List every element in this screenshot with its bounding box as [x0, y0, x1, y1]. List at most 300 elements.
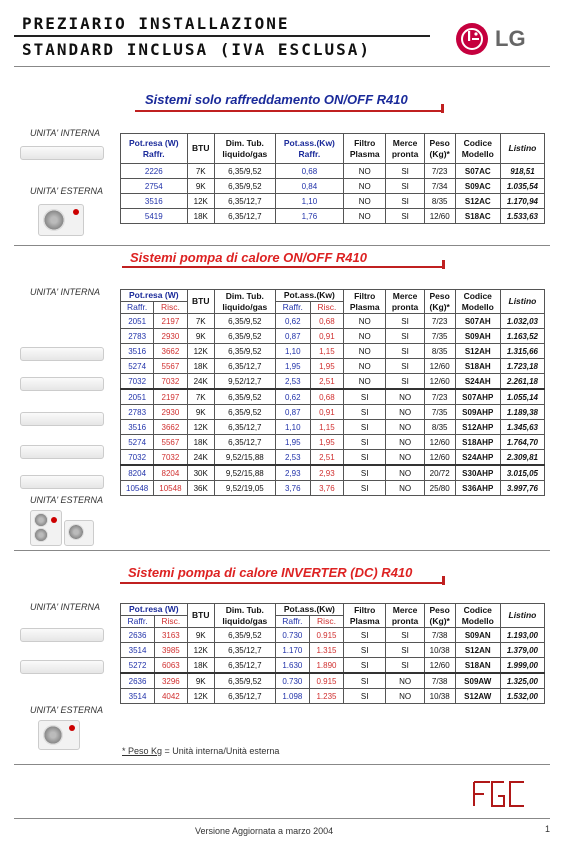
table-cell: 2,53: [275, 450, 310, 466]
outdoor-unit-image: [30, 510, 62, 546]
fgc-logo: [470, 778, 530, 810]
table-cell: 1.630: [275, 658, 309, 674]
table-cell: 1.890: [309, 658, 343, 674]
section1-label-interna: UNITA' INTERNA: [30, 128, 101, 138]
table-cell: 2,93: [275, 465, 310, 481]
table-row: [121, 164, 545, 179]
table-cell: 1.235: [309, 689, 343, 704]
th-peso: Peso (Kg)*: [424, 290, 455, 314]
section2-label-esterna: UNITA' ESTERNA: [30, 495, 104, 505]
table-cell: SI: [344, 389, 386, 405]
section1-label-esterna: UNITA' ESTERNA: [30, 186, 104, 196]
table-cell: 9K: [187, 179, 214, 194]
table-cell: 12K: [187, 344, 214, 359]
table-cell: NO: [344, 374, 386, 390]
section1-title: Sistemi solo raffreddamento ON/OFF R410: [145, 92, 408, 107]
table-cell: 7/23: [424, 164, 455, 179]
indoor-unit-image: [20, 347, 104, 361]
table-cell: 10/38: [424, 689, 455, 704]
table-cell: 1.055,14: [500, 389, 544, 405]
table-cell: 8/35: [424, 194, 455, 209]
th-raffr: Raffr.: [121, 302, 154, 314]
outdoor-unit-image: [38, 720, 80, 750]
table-cell: 18K: [187, 209, 214, 224]
section2-title: Sistemi pompa di calore ON/OFF R410: [130, 250, 367, 265]
table-cell: 6,35/9,52: [214, 329, 275, 344]
table-row: [121, 465, 545, 481]
table-cell: 9,52/15,88: [214, 465, 275, 481]
table-cell: 7032: [154, 374, 187, 390]
table-cell: 1.999,00: [500, 658, 544, 674]
table-cell: 7K: [187, 314, 214, 329]
table-cell: 0.730: [275, 673, 309, 689]
table-cell: 12/60: [424, 435, 455, 450]
table-cell: SI: [344, 628, 386, 643]
footer-rule: [14, 818, 550, 819]
table-cell: 8/35: [424, 344, 455, 359]
table-cell: NO: [344, 329, 386, 344]
table-row: [121, 374, 545, 390]
th-potresa: Pot.resa (W) Raffr.: [121, 134, 188, 164]
table-cell: S07AH: [455, 314, 500, 329]
section3-title: Sistemi pompa di calore INVERTER (DC) R410: [128, 565, 413, 580]
table-cell: S18AC: [455, 209, 500, 224]
table-cell: 1.379,00: [500, 643, 544, 658]
table-row: [121, 628, 545, 643]
table-row: [121, 450, 545, 466]
table-cell: 2,93: [310, 465, 343, 481]
table-cell: 36K: [187, 481, 214, 496]
table-cell: 18K: [187, 435, 214, 450]
th-btu: BTU: [187, 290, 214, 314]
table-cell: 0.915: [309, 673, 343, 689]
table-cell: 1.764,70: [500, 435, 544, 450]
table-row: [121, 344, 545, 359]
table-cell: NO: [344, 359, 386, 374]
table-cell: 0,91: [310, 405, 343, 420]
table-cell: 1.315,66: [500, 344, 544, 359]
table-cell: 7032: [121, 450, 154, 466]
table-cell: 1.723,18: [500, 359, 544, 374]
th-raffr: Raffr.: [275, 302, 310, 314]
table-cell: 4042: [155, 689, 187, 704]
table-cell: 9K: [187, 329, 214, 344]
table-cell: 6,35/12,7: [214, 420, 275, 435]
table-cell: S30AHP: [455, 465, 500, 481]
indoor-unit-image: [20, 475, 104, 489]
table-cell: 0,68: [310, 389, 343, 405]
table-cell: 1,10: [275, 194, 343, 209]
outdoor-unit-image: [38, 204, 84, 236]
table-cell: 1.532,00: [500, 689, 544, 704]
table-cell: SI: [386, 329, 424, 344]
th-potass: Pot.ass.(Kw): [275, 290, 343, 302]
section1-underline: [135, 110, 441, 112]
table-cell: S36AHP: [455, 481, 500, 496]
table-row: [121, 194, 545, 209]
table-cell: 7/35: [424, 405, 455, 420]
th-potass: Pot.ass.(Kw): [275, 604, 343, 616]
table-cell: 7/23: [424, 389, 455, 405]
table-cell: 918,51: [500, 164, 544, 179]
table-row: [121, 329, 545, 344]
table-cell: 1,95: [275, 359, 310, 374]
table-cell: S18AH: [455, 359, 500, 374]
table-cell: S12AH: [455, 344, 500, 359]
table-cell: 1.325,00: [500, 673, 544, 689]
th-merce: Merce pronta: [386, 290, 424, 314]
table-cell: 8/35: [424, 420, 455, 435]
table-cell: SI: [344, 658, 386, 674]
table-cell: 5567: [154, 359, 187, 374]
section2-bottom-rule: [14, 550, 550, 551]
table-cell: 5272: [121, 658, 155, 674]
table-cell: 3,76: [275, 481, 310, 496]
table-cell: NO: [386, 465, 424, 481]
table-cell: 6,35/9,52: [214, 314, 275, 329]
table-cell: 9,52/12,7: [214, 374, 275, 390]
table-cell: 9,52/15,88: [214, 450, 275, 466]
table-cell: SI: [344, 481, 386, 496]
section3-label-interna: UNITA' INTERNA: [30, 602, 101, 612]
table-cell: 0,87: [275, 405, 310, 420]
table-cell: 24K: [187, 450, 214, 466]
table-cell: 2,51: [310, 374, 343, 390]
th-merce: Merce pronta: [386, 604, 424, 628]
th-btu: BTU: [187, 134, 214, 164]
table-cell: NO: [344, 209, 386, 224]
table-cell: 2051: [121, 314, 154, 329]
table-cell: SI: [344, 673, 386, 689]
section3-label-esterna: UNITA' ESTERNA: [30, 705, 104, 715]
table-cell: NO: [344, 314, 386, 329]
table-cell: 1.032,03: [500, 314, 544, 329]
table-cell: 7K: [187, 389, 214, 405]
th-codice: Codice Modello: [455, 290, 500, 314]
note-bottom-rule: [14, 764, 550, 765]
table-cell: 1.193,00: [500, 628, 544, 643]
table-cell: NO: [386, 689, 424, 704]
indoor-unit-image: [20, 445, 104, 459]
table-cell: NO: [344, 344, 386, 359]
table-cell: 7/38: [424, 628, 455, 643]
table-cell: 7/23: [424, 314, 455, 329]
table-cell: 10548: [121, 481, 154, 496]
th-peso: Peso (Kg)*: [424, 134, 455, 164]
th-risc: Risc.: [309, 616, 343, 628]
table-cell: 20/72: [424, 465, 455, 481]
weight-note: * Peso Kg = Unità interna/Unità esterna: [122, 746, 280, 756]
table-cell: NO: [386, 435, 424, 450]
indoor-unit-image: [20, 377, 104, 391]
table-cell: NO: [344, 164, 386, 179]
table-cell: 3985: [155, 643, 187, 658]
th-merce: Merce pronta: [386, 134, 424, 164]
table-cell: 3514: [121, 643, 155, 658]
th-risc: Risc.: [154, 302, 187, 314]
th-potresa: Pot.resa (W): [121, 290, 188, 302]
table-cell: 3,76: [310, 481, 343, 496]
table-cell: 3.015,05: [500, 465, 544, 481]
th-risc: Risc.: [310, 302, 343, 314]
table-cell: NO: [344, 179, 386, 194]
table-row: [121, 389, 545, 405]
th-filtro: Filtro Plasma: [344, 604, 386, 628]
table-cell: 3516: [121, 420, 154, 435]
table-cell: 1.163,52: [500, 329, 544, 344]
table-cell: 1.035,54: [500, 179, 544, 194]
header-rule: [14, 35, 430, 37]
th-btu: BTU: [187, 604, 214, 628]
table-cell: 0.915: [309, 628, 343, 643]
table-cell: 2636: [121, 673, 155, 689]
table-cell: S07AC: [455, 164, 500, 179]
table-cell: SI: [344, 435, 386, 450]
table-cell: 0,68: [310, 314, 343, 329]
table-cell: S12AHP: [455, 420, 500, 435]
table-cell: S09AH: [455, 329, 500, 344]
table-cell: 6,35/9,52: [214, 628, 275, 643]
table-cell: SI: [386, 628, 424, 643]
fgc-logo-icon: [470, 778, 530, 810]
section2-label-interna: UNITA' INTERNA: [30, 287, 101, 297]
table-row: [121, 420, 545, 435]
table-cell: NO: [386, 389, 424, 405]
indoor-unit-image: [20, 412, 104, 426]
th-listino: Listino: [500, 604, 544, 628]
table-cell: S12AC: [455, 194, 500, 209]
table-cell: NO: [344, 194, 386, 209]
section1-table: [120, 133, 545, 224]
table-cell: 3296: [155, 673, 187, 689]
table-cell: 12/60: [424, 374, 455, 390]
lg-logo: [455, 20, 545, 60]
th-codice: Codice Modello: [455, 134, 500, 164]
table-cell: SI: [386, 643, 424, 658]
table-cell: 0,87: [275, 329, 310, 344]
table-cell: S12AW: [455, 689, 500, 704]
table-row: [121, 405, 545, 420]
th-raffr: Raffr.: [121, 616, 155, 628]
table-cell: 1,95: [310, 359, 343, 374]
table-cell: 6,35/9,52: [214, 164, 275, 179]
table-cell: 30K: [187, 465, 214, 481]
table-row: [121, 435, 545, 450]
table-cell: 1,15: [310, 420, 343, 435]
table-cell: 6,35/12,7: [214, 194, 275, 209]
table-cell: 6,35/9,52: [214, 344, 275, 359]
table-cell: 12K: [187, 420, 214, 435]
table-cell: 0.730: [275, 628, 309, 643]
table-cell: 8204: [121, 465, 154, 481]
brand-text: LG: [495, 26, 526, 51]
table-cell: 5274: [121, 359, 154, 374]
th-potresa: Pot.resa (W): [121, 604, 188, 616]
table-cell: 18K: [187, 359, 214, 374]
table-cell: 12K: [187, 643, 214, 658]
th-dim: Dim. Tub. liquido/gas: [214, 604, 275, 628]
table-cell: 7K: [187, 164, 214, 179]
table-cell: 6,35/12,7: [214, 435, 275, 450]
table-cell: 2783: [121, 405, 154, 420]
table-row: [121, 314, 545, 329]
table-cell: 2636: [121, 628, 155, 643]
table-cell: SI: [386, 344, 424, 359]
table-cell: NO: [386, 405, 424, 420]
table-row: [121, 673, 545, 689]
table-row: [121, 481, 545, 496]
table-row: [121, 209, 545, 224]
table-cell: 6,35/12,7: [214, 689, 275, 704]
table-cell: 2783: [121, 329, 154, 344]
table-cell: 5274: [121, 435, 154, 450]
th-potass: Pot.ass.(Kw) Raffr.: [275, 134, 343, 164]
table-cell: 2.309,81: [500, 450, 544, 466]
lg-logo-icon: [455, 22, 489, 56]
table-cell: 2,53: [275, 374, 310, 390]
header-line1: PREZIARIO INSTALLAZIONE: [22, 14, 290, 33]
version-text: Versione Aggiornata a marzo 2004: [195, 826, 334, 836]
table-cell: 0,84: [275, 179, 343, 194]
table-cell: 6063: [155, 658, 187, 674]
table-cell: SI: [386, 194, 424, 209]
table-cell: 3163: [155, 628, 187, 643]
table-cell: 3.997,76: [500, 481, 544, 496]
table-cell: 9K: [187, 673, 214, 689]
table-cell: 0,62: [275, 314, 310, 329]
table-cell: 18K: [187, 658, 214, 674]
section2-table: [120, 289, 545, 496]
table-cell: S09AHP: [455, 405, 500, 420]
table-cell: SI: [344, 689, 386, 704]
table-cell: 0,91: [310, 329, 343, 344]
table-cell: SI: [386, 314, 424, 329]
table-cell: 1,76: [275, 209, 343, 224]
th-raffr: Raffr.: [275, 616, 309, 628]
table-cell: 5419: [121, 209, 188, 224]
table-cell: 6,35/12,7: [214, 209, 275, 224]
table-cell: NO: [386, 450, 424, 466]
th-filtro: Filtro Plasma: [344, 134, 386, 164]
table-cell: 7/38: [424, 673, 455, 689]
th-codice: Codice Modello: [455, 604, 500, 628]
table-cell: SI: [344, 643, 386, 658]
table-cell: 9K: [187, 628, 214, 643]
table-cell: SI: [344, 405, 386, 420]
table-cell: S24AHP: [455, 450, 500, 466]
header-bottom-rule: [14, 66, 550, 67]
section1-bottom-rule: [14, 245, 550, 246]
table-cell: 24K: [187, 374, 214, 390]
th-dim: Dim. Tub. liquido/gas: [214, 134, 275, 164]
table-cell: 1,95: [275, 435, 310, 450]
table-cell: 1,10: [275, 344, 310, 359]
table-cell: 0,68: [275, 164, 343, 179]
table-cell: SI: [386, 164, 424, 179]
table-cell: NO: [386, 420, 424, 435]
table-cell: 2754: [121, 179, 188, 194]
table-cell: 12K: [187, 194, 214, 209]
th-listino: Listino: [500, 290, 544, 314]
table-cell: S09AW: [455, 673, 500, 689]
table-cell: 1.170: [275, 643, 309, 658]
table-cell: 7032: [121, 374, 154, 390]
table-cell: 10548: [154, 481, 187, 496]
th-risc: Risc.: [155, 616, 187, 628]
table-cell: 12/60: [424, 658, 455, 674]
section3-underline: [120, 582, 442, 584]
table-cell: SI: [344, 450, 386, 466]
table-cell: 1.315: [309, 643, 343, 658]
page-number: 1: [545, 824, 551, 834]
table-cell: S24AH: [455, 374, 500, 390]
th-listino: Listino: [500, 134, 544, 164]
table-cell: 3514: [121, 689, 155, 704]
table-cell: 6,35/12,7: [214, 643, 275, 658]
table-cell: 6,35/9,52: [214, 179, 275, 194]
table-cell: 1,95: [310, 435, 343, 450]
table-cell: 6,35/9,52: [214, 673, 275, 689]
section3-table: [120, 603, 545, 704]
table-cell: 10/38: [424, 643, 455, 658]
table-cell: 12K: [187, 689, 214, 704]
th-filtro: Filtro Plasma: [344, 290, 386, 314]
table-cell: 2197: [154, 314, 187, 329]
table-cell: 8204: [154, 465, 187, 481]
table-cell: 12/60: [424, 359, 455, 374]
table-cell: 2,51: [310, 450, 343, 466]
table-cell: 2051: [121, 389, 154, 405]
table-cell: SI: [344, 465, 386, 481]
table-cell: 5567: [154, 435, 187, 450]
table-row: [121, 179, 545, 194]
outdoor-unit-image: [64, 520, 94, 546]
table-cell: 1.189,38: [500, 405, 544, 420]
table-cell: SI: [386, 179, 424, 194]
table-cell: 3662: [154, 344, 187, 359]
table-cell: 6,35/12,7: [214, 658, 275, 674]
section2-underline: [122, 266, 442, 268]
table-cell: 1.533,63: [500, 209, 544, 224]
header-line2: STANDARD INCLUSA (IVA ESCLUSA): [22, 40, 371, 59]
table-cell: S18AN: [455, 658, 500, 674]
table-cell: 2930: [154, 405, 187, 420]
table-cell: 2930: [154, 329, 187, 344]
table-cell: 7/35: [424, 329, 455, 344]
th-dim: Dim. Tub. liquido/gas: [214, 290, 275, 314]
table-cell: 1,10: [275, 420, 310, 435]
table-cell: 1.345,63: [500, 420, 544, 435]
table-cell: SI: [386, 359, 424, 374]
indoor-unit-image: [20, 146, 104, 160]
table-cell: 1,15: [310, 344, 343, 359]
table-cell: 9K: [187, 405, 214, 420]
table-cell: NO: [386, 481, 424, 496]
table-cell: SI: [386, 658, 424, 674]
table-cell: 1.098: [275, 689, 309, 704]
table-row: [121, 658, 545, 674]
table-cell: 1.170,94: [500, 194, 544, 209]
table-cell: SI: [344, 420, 386, 435]
table-cell: 3662: [154, 420, 187, 435]
table-cell: S09AC: [455, 179, 500, 194]
table-cell: 6,35/9,52: [214, 405, 275, 420]
table-cell: S12AN: [455, 643, 500, 658]
table-cell: S07AHP: [455, 389, 500, 405]
th-peso: Peso (Kg)*: [424, 604, 455, 628]
table-cell: S09AN: [455, 628, 500, 643]
table-cell: 7/34: [424, 179, 455, 194]
